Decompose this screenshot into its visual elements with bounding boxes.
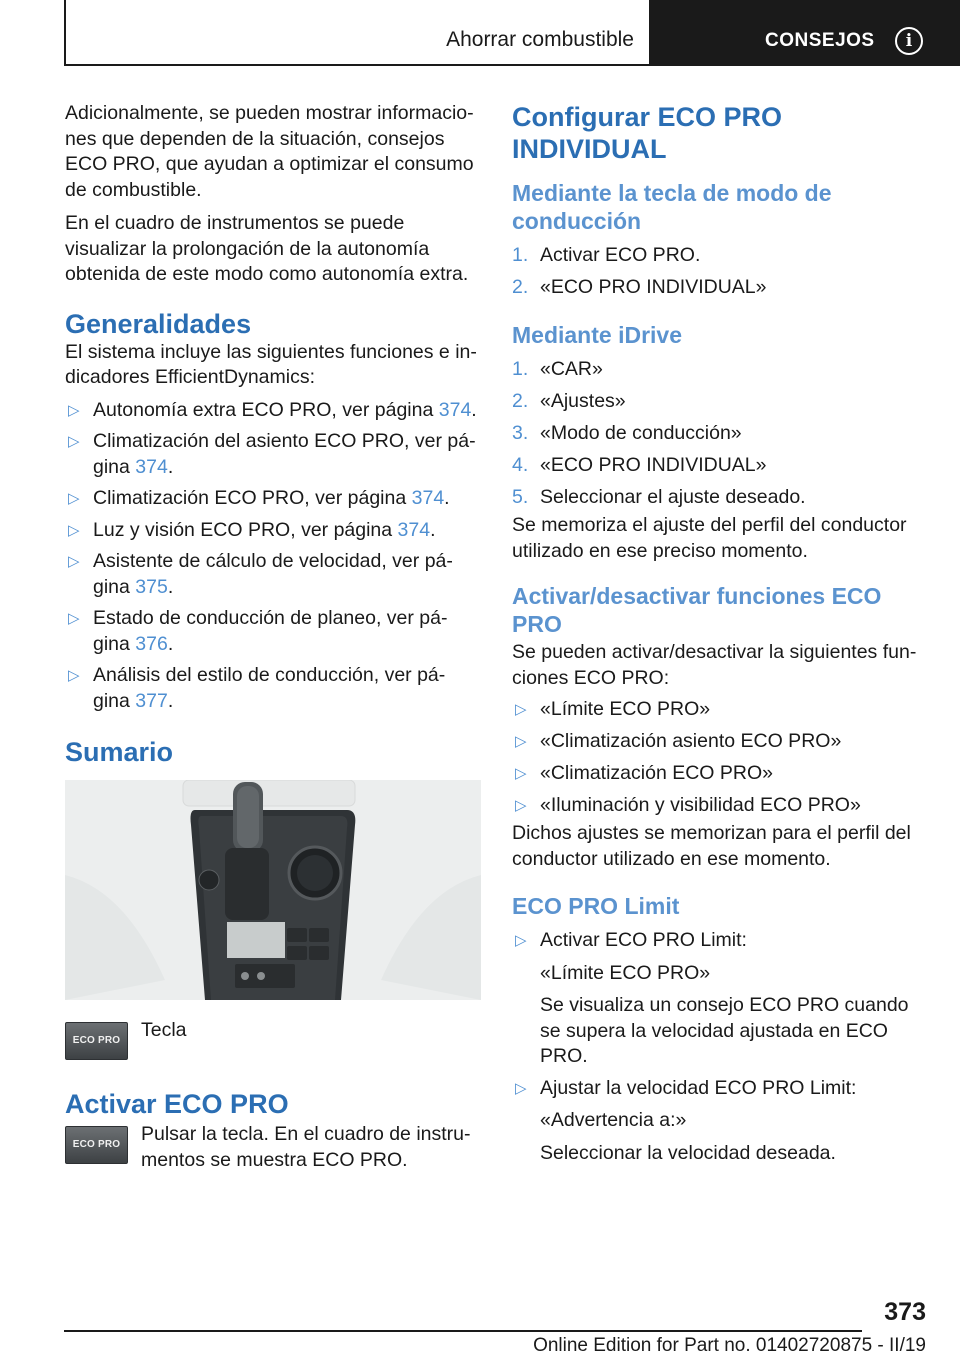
list-item: ▷ Asistente de cálculo de velocidad, ver pá‐ gina 375. bbox=[68, 550, 453, 598]
tecla-steps bbox=[512, 243, 928, 307]
page-number: 373 bbox=[884, 1298, 926, 1326]
heading-generalidades: Generalidades bbox=[65, 308, 252, 339]
list-item: ▷ Climatización del asiento ECO PRO, ver pá‐ gina 374. bbox=[68, 430, 476, 478]
triangle-bullet-icon: ▷ bbox=[515, 765, 527, 782]
list-item: 4. «ECO PRO INDIVIDUAL» bbox=[512, 454, 767, 476]
list-item: 2. «Ajustes» bbox=[512, 390, 626, 412]
intro-paragraph-1: Adicionalmente, se pueden mostrar informacio‐ nes que dependen de la situación, consejos ECO PRO, que ayudan a optimizar el consumo de combustible. bbox=[65, 102, 474, 201]
triangle-bullet-icon: ▷ bbox=[68, 490, 80, 507]
limit-list bbox=[512, 928, 928, 1166]
list-item: ▷ Ajustar la velocidad ECO PRO Limit: «Advertencia a:» Seleccionar la velocidad deseada. bbox=[515, 1076, 857, 1164]
triangle-bullet-icon: ▷ bbox=[515, 1079, 527, 1097]
page-link[interactable]: 374 bbox=[135, 455, 168, 478]
list-item: ▷ Autonomía extra ECO PRO, ver página 374. bbox=[65, 398, 481, 424]
list-item: ▷ Estado de conducción de planeo, ver pá‐ gina 376. bbox=[68, 607, 448, 655]
triangle-bullet-icon: ▷ bbox=[68, 521, 80, 539]
eco-pro-button[interactable]: ECO PRO bbox=[65, 1022, 128, 1060]
triangle-bullet-icon: ▷ bbox=[68, 401, 80, 419]
page-link[interactable]: 375 bbox=[135, 575, 168, 598]
heading-activar-eco-pro: Activar ECO PRO bbox=[65, 1089, 289, 1119]
activar-row bbox=[65, 1123, 481, 1178]
footer-edition: Online Edition for Part no. 01402720875 - II/19 bbox=[533, 1335, 926, 1356]
list-item: 1. «CAR» bbox=[512, 358, 603, 380]
list-item: ▷ Activar ECO PRO Limit: «Límite ECO PRO» Se visualiza un consejo ECO PRO cuando se supera la velocidad ajustada en ECO PRO. bbox=[515, 929, 909, 1067]
header-section-title: Ahorrar combustible bbox=[446, 28, 634, 51]
idrive-steps bbox=[512, 357, 928, 513]
list-item: 5. Seleccionar el ajuste deseado. bbox=[512, 486, 806, 508]
intro-paragraph-2: En el cuadro de instrumentos se puede visualizar la prolongación de la autonomía obtenida de este modo como autonomía extra. bbox=[65, 212, 469, 285]
generalidades-list bbox=[65, 398, 481, 715]
heading-configurar: Configurar ECO PRO INDIVIDUAL bbox=[512, 102, 783, 164]
page-link[interactable]: 374 bbox=[411, 487, 445, 509]
triangle-bullet-icon: ▷ bbox=[68, 433, 80, 450]
idrive-note: Se memoriza el ajuste del perfil del conductor utilizado en ese preciso momento. bbox=[512, 514, 907, 562]
heading-sumario: Sumario bbox=[65, 737, 174, 767]
list-item: ▷ «Climatización asiento ECO PRO» bbox=[512, 729, 928, 761]
triangle-bullet-icon: ▷ bbox=[68, 610, 80, 627]
list-item: ▷ Luz y visión ECO PRO, ver página 374. bbox=[65, 518, 481, 544]
triangle-bullet-icon: ▷ bbox=[515, 797, 527, 814]
list-item: ▷ «Límite ECO PRO» bbox=[512, 697, 928, 729]
heading-activar-funciones: Activar/desactivar funciones ECO PRO bbox=[512, 583, 882, 637]
footer-rule bbox=[64, 1330, 862, 1332]
page-link[interactable]: 377 bbox=[135, 689, 168, 712]
info-icon[interactable]: i bbox=[895, 27, 923, 55]
list-item: ▷ Análisis del estilo de conducción, ver pá‐ gina 377. bbox=[68, 664, 446, 712]
triangle-bullet-icon: ▷ bbox=[68, 667, 80, 684]
page-link[interactable]: 374 bbox=[438, 398, 472, 421]
tecla-row bbox=[65, 1019, 481, 1062]
header-left-rule bbox=[64, 0, 66, 66]
funciones-list bbox=[512, 697, 928, 821]
heading-mediante-idrive: Mediante iDrive bbox=[512, 322, 682, 348]
triangle-bullet-icon: ▷ bbox=[515, 733, 527, 750]
funciones-note: Dichos ajustes se memorizan para el perfil del conductor utilizado en ese momento. bbox=[512, 822, 911, 870]
tecla-caption: Tecla bbox=[141, 1019, 187, 1041]
triangle-bullet-icon: ▷ bbox=[68, 553, 80, 570]
right-column bbox=[512, 101, 928, 1166]
triangle-bullet-icon: ▷ bbox=[515, 932, 527, 949]
list-item: 2. «ECO PRO INDIVIDUAL» bbox=[512, 276, 767, 298]
list-item: ▷ Climatización ECO PRO, ver página 374. bbox=[65, 486, 481, 512]
header-tab-label[interactable]: CONSEJOS bbox=[765, 30, 875, 51]
activar-text: Pulsar la tecla. En el cuadro de instru‐ mentos se muestra ECO PRO. bbox=[141, 1123, 471, 1171]
center-console-illustration bbox=[65, 780, 481, 1000]
page-link[interactable]: 374 bbox=[397, 518, 431, 541]
list-item: ▷ «Climatización ECO PRO» bbox=[512, 761, 928, 793]
funciones-intro: Se pueden activar/desactivar la siguientes fun‐ ciones ECO PRO: bbox=[512, 641, 917, 689]
center-console-photo bbox=[65, 780, 481, 1000]
list-item: ▷ «Iluminación y visibilidad ECO PRO» bbox=[512, 793, 928, 821]
header-bottom-rule bbox=[64, 64, 649, 66]
generalidades-intro: El sistema incluye las siguientes funciones e in‐ dicadores EfficientDynamics: bbox=[65, 340, 477, 388]
left-column bbox=[65, 101, 481, 1178]
heading-eco-pro-limit: ECO PRO Limit bbox=[512, 893, 680, 919]
heading-mediante-tecla: Mediante la tecla de modo de conducción bbox=[512, 180, 832, 234]
list-item: 1. Activar ECO PRO. bbox=[512, 244, 701, 266]
eco-pro-button[interactable]: ECO PRO bbox=[65, 1126, 128, 1164]
page-link[interactable]: 376 bbox=[135, 632, 168, 655]
list-item: 3. «Modo de conducción» bbox=[512, 422, 742, 444]
triangle-bullet-icon: ▷ bbox=[515, 701, 527, 718]
